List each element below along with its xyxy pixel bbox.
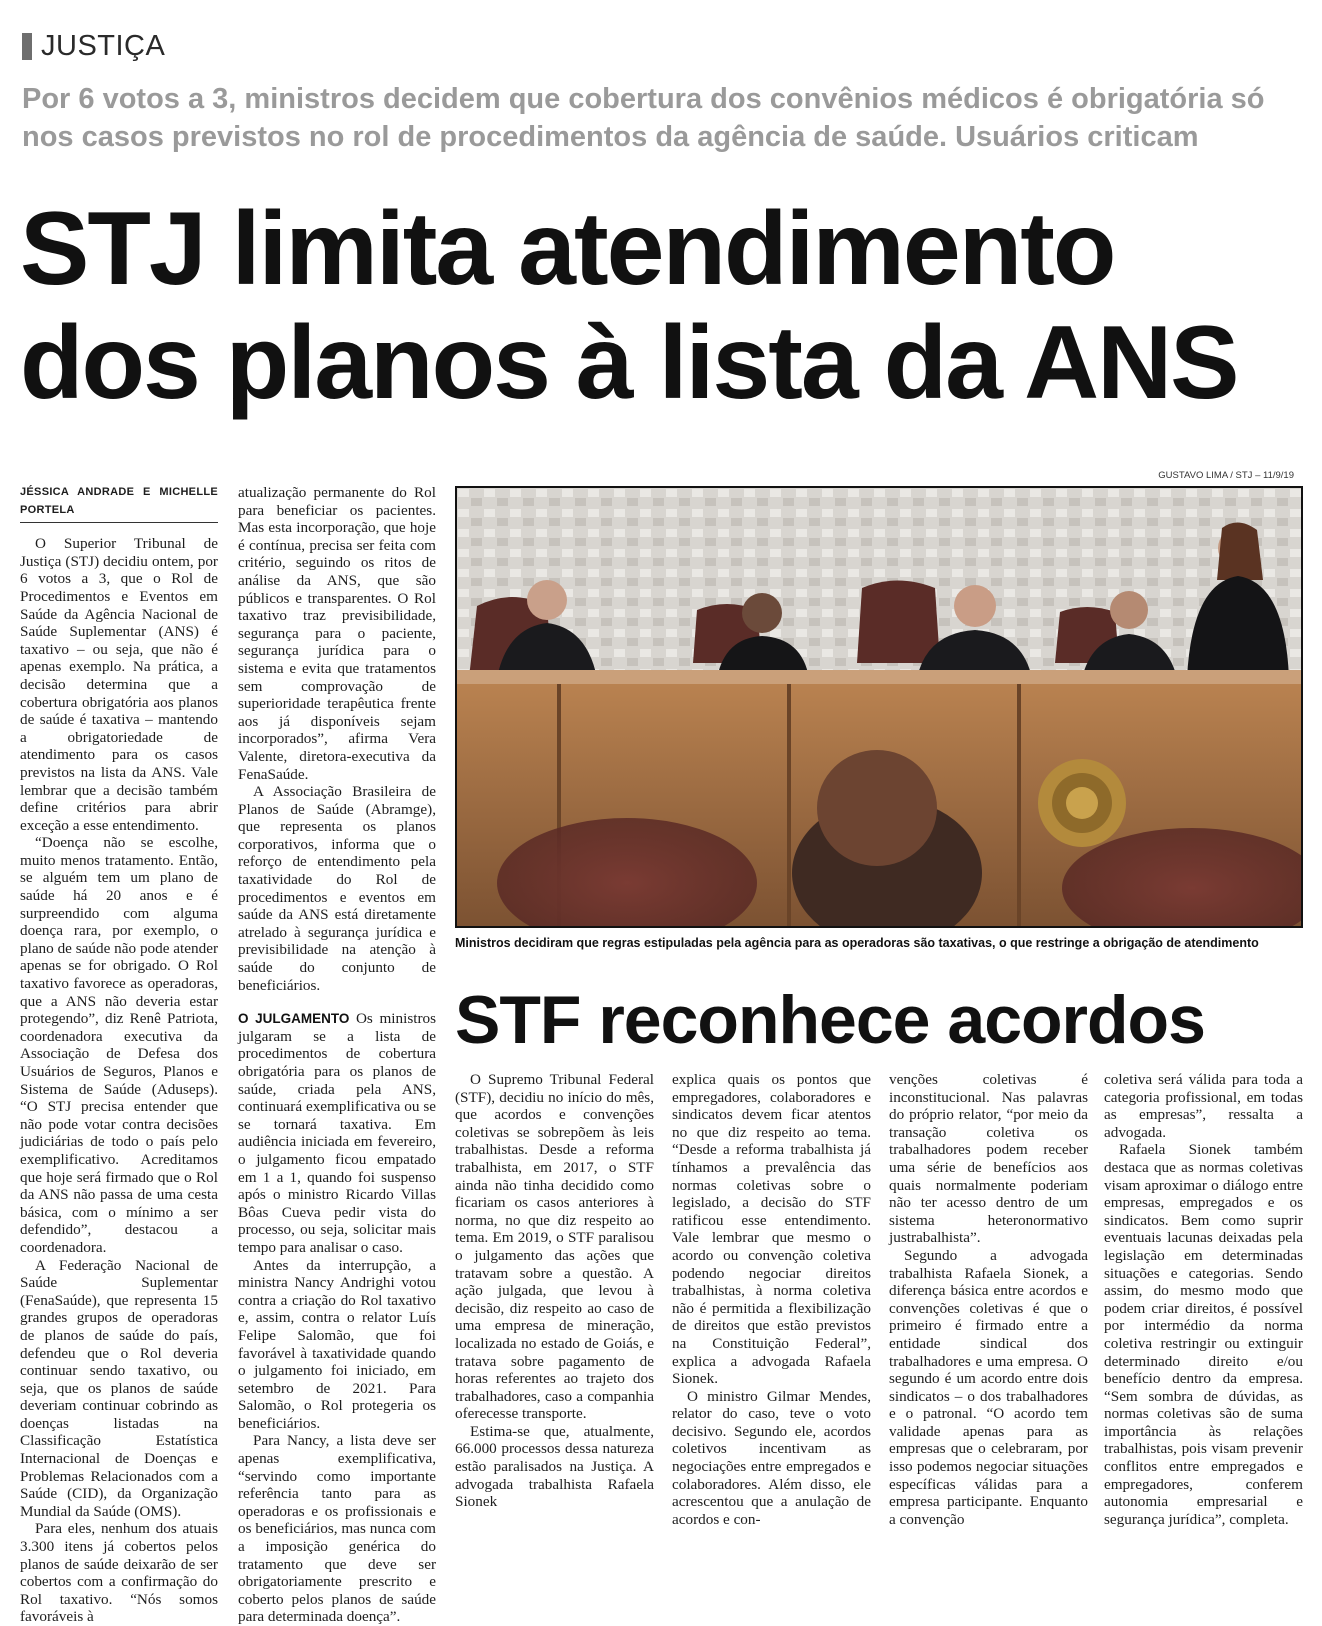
section-label: JUSTIÇA (41, 30, 166, 62)
paragraph: Antes da interrupção, a ministra Nancy Andrighi votou contra a criação do Rol taxativo e, assim, contra o relator Luís Felipe Salomão, que foi favorável à taxatividade quando o julgamento foi iniciado, em setembro de 2021. Para Salomão, o Rol protegeria os beneficiários. (238, 1256, 436, 1432)
paragraph: venções coletivas é inconstitucional. Nas palavras do próprio relator, “por meio da transação coletiva os trabalhadores podem receber uma série de benefícios aos quais normalmente poderiam não ter acesso dentro de um sistema heteronormativo justrabalhista”. (889, 1071, 1088, 1247)
photo-credit: GUSTAVO LIMA / STJ – 11/9/19 (1158, 470, 1294, 481)
paragraph: O ministro Gilmar Mendes, relator do caso, teve o voto decisivo. Segundo ele, acordos coletivos incentivam as negociações entre empregados e colaboradores. Além disso, ele acrescentou que a anulação de acordos e con- (672, 1387, 871, 1528)
paragraph: Para Nancy, a lista deve ser apenas exemplificativa, “servindo como importante referência tanto para as operadoras e os profissionais e os beneficiários, mas nunca com a imposição genérica do tratamento que deve ser obrigatoriamente prescrito e coberto pelos planos de saúde para determinada doença”. (238, 1432, 436, 1626)
paragraph: atualização permanente do Rol para beneficiar os pacientes. Mas esta incorporação, que hoje é contínua, precisa ser feita com critério, seguindo os ritos de análise da ANS, que são públicos e transparentes. O Rol taxativo traz previsibilidade, segurança para o paciente, segurança jurídica para o sistema e evita que tratamentos sem comprovação de superioridade terapêutica frente aos já disponíveis sejam incorporados”, afirma Vera Valente, diretora-executiva da FenaSaúde. (238, 484, 436, 783)
headline-line-1: STJ limita atendimento (20, 191, 1115, 307)
section-marker (22, 33, 32, 60)
paragraph: O Supremo Tribunal Federal (STF), decidiu no início do mês, que acordos e convenções coletivas se sobrepõem às leis trabalhistas. Desde a reforma trabalhista, em 2017, o STF ainda não tinha decidido como ficariam os casos anteriores à norma, no que diz respeito ao tema. Em 2019, o STF paralisou o julgamento das ações que tratavam sobre a questão. A ação julgada, que levou à decisão, diz respeito ao caso de uma empresa de mineração, localizada no estado de Goiás, e tratava sobre pagamento de horas referentes ao trajeto dos trabalhadores, caso a companhia oferecesse transporte. (455, 1071, 654, 1423)
court-photo-illustration (457, 488, 1301, 926)
article2-column-2 (672, 1071, 871, 1528)
paragraph: Segundo a advogada trabalhista Rafaela Sionek, a diferença básica entre acordos e convenções coletivas é que o primeiro é firmado entre a entidade sindical dos trabalhadores e uma empresa. O segundo é um acordo entre dois sindicatos – o dos trabalhadores e o patronal. “O acordo tem validade apenas para as empresas que o celebraram, por isso podemos negociar situações específicas válidas para a empresa participante. Enquanto a convenção (889, 1246, 1088, 1528)
article2-column-1 (455, 1071, 654, 1511)
paragraph-text: Os ministros julgaram se a lista de procedimentos de cobertura obrigatória para os planos de saúde, criada pela ANS, continuará exemplificativa ou se se tornará taxativa. Em audiência iniciada em fevereiro, o julgamento ficou empatado em 1 a 1, quando foi suspenso após o ministro Ricardo Villas Bôas Cueva pedir vista do processo, ou seja, solicitar mais tempo para analisar o caso. (238, 1010, 437, 1256)
paragraph: Rafaela Sionek também destaca que as normas coletivas visam aproximar o diálogo entre empresas, empregados e os sindicatos. Bem como suprir eventuais lacunas deixadas pela legislação em determinadas situações e categorias. Sendo assim, do mesmo modo que podem criar direitos, é possível por intermédio da norma coletiva restringir ou extinguir determinado direito e/ou benefício dentro da empresa. “Sem sombra de dúvidas, as normas coletivas são de suma importância às relações trabalhistas, pois visam prevenir conflitos entre empregados e empregadores, conferem autonomia empresarial e segurança jurídica”, completa. (1104, 1141, 1303, 1528)
paragraph: Estima-se que, atualmente, 66.000 processos dessa natureza estão paralisados na Justiça. A advogada trabalhista Rafaela Sionek (455, 1422, 654, 1511)
secondary-headline: STF reconhece acordos (455, 982, 1205, 1058)
article1-column-1 (20, 484, 218, 1626)
photo-caption: Ministros decidiram que regras estipuladas pela agência para as operadoras são taxativas, o que restringe a obrigação de atendimento (455, 936, 1259, 950)
paragraph: coletiva será válida para toda a categoria profissional, em todas as empresas”, ressalta a advogada. (1104, 1071, 1303, 1141)
paragraph: A Federação Nacional de Saúde Suplementar (FenaSaúde), que representa 15 grandes grupos de operadoras de planos de saúde do país, defendeu que o Rol deveria continuar sendo taxativo, ou seja, que os planos de saúde deveriam continuar cobrindo as doenças listadas na Classificação Estatística Internacional de Doenças e Problemas Relacionados com a Saúde (CID), da Organização Mundial da Saúde (OMS). (20, 1256, 218, 1520)
main-headline (20, 192, 1310, 420)
paragraph: Para eles, nenhum dos atuais 3.300 itens já cobertos pelos planos de saúde deixarão de ser cobertos com a confirmação do Rol taxativo. “Nós somos favoráveis à (20, 1520, 218, 1626)
paragraph: explica quais os pontos que empregadores, colaboradores e sindicatos devem ficar atentos no que diz respeito ao tema. “Desde a reforma trabalhista já tínhamos a prevalência das normas coletivas sobre o legislado, a decisão do STF ratificou esse entendimento. Vale lembrar que mesmo o acordo ou convenção coletiva podendo negociar direitos trabalhistas, à norma coletiva não é permitida a flexibilização de direitos que estão previstos na Constituição Federal”, explica a advogada Rafaela Sionek. (672, 1071, 871, 1388)
article1-column-2 (238, 484, 436, 1626)
paragraph (238, 1010, 436, 1256)
subhead: O JULGAMENTO (238, 1011, 350, 1027)
court-photo (455, 486, 1303, 928)
paragraph: “Doença não se escolhe, muito menos tratamento. Então, se alguém tem um plano de saúde há 20 anos e é surpreendido com alguma doença rara, por exemplo, o plano de saúde não pode atender apenas se for obrigado. O Rol taxativo favorece as operadoras, que a ANS não deveria estar protegendo”, diz Renê Patriota, coordenadora executiva da Associação de Defesa dos Usuários de Seguros, Planos e Sistema de Saúde (Aduseps). “O STJ precisa entender que não pode votar contra decisões judiciárias de todo o país pelo exemplificativo. Acreditamos que hoje será firmado que o Rol da ANS não passa de uma cesta básica, com o mínimo a ser defendido”, destacou a coordenadora. (20, 834, 218, 1256)
article2-column-3 (889, 1071, 1088, 1528)
article2-column-4 (1104, 1071, 1303, 1528)
paragraph: O Superior Tribunal de Justiça (STJ) decidiu ontem, por 6 votos a 3, que o Rol de Procedimentos e Eventos em Saúde da Agência Nacional de Saúde Suplementar (ANS) é taxativo – ou seja, que não é apenas exemplo. Na prática, a decisão determina que a cobertura obrigatória aos planos de saúde é taxativa – mantendo a obrigatoriedade de atendimento para os casos previstos na lista da ANS. Vale lembrar que a decisão também define critérios para abrir exceção a esse entendimento. (20, 535, 218, 834)
byline: JÉSSICA ANDRADE E MICHELLE PORTELA (20, 484, 218, 523)
subtitle: Por 6 votos a 3, ministros decidem que cobertura dos convênios médicos é obrigatória só nos casos previstos no rol de procedimentos da agência de saúde. Usuários criticam (22, 83, 1265, 153)
paragraph: A Associação Brasileira de Planos de Saúde (Abramge), que representa os planos corporativos, informa que o reforço de entendimento pela taxatividade do Rol de procedimentos e eventos em saúde da ANS está diretamente atrelado à segurança jurídica e previsibilidade na atenção à saúde do conjunto de beneficiários. (238, 783, 436, 994)
section-tag (22, 30, 165, 63)
headline-line-2: dos planos à lista da ANS (20, 305, 1238, 421)
